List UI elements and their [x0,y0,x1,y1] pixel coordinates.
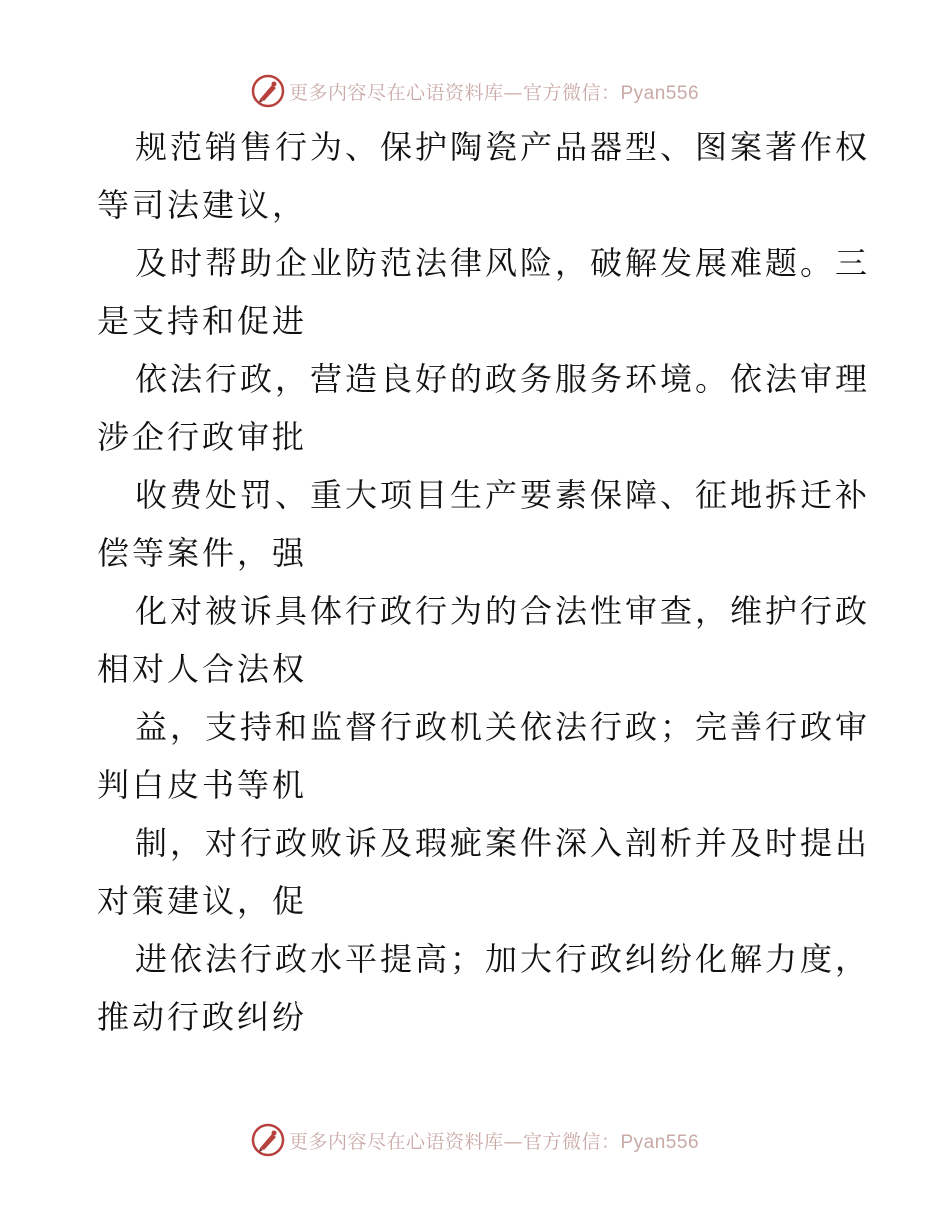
paragraph-line: 判白皮书等机 [97,766,308,804]
paragraph-line: 及时帮助企业防范法律风险，破解发展难题。三 [135,244,871,282]
paragraph-line: 收费处罚、重大项目生产要素保障、征地拆迁补 [135,476,871,514]
paragraph-line: 偿等案件，强 [97,534,308,572]
paragraph [97,930,871,1046]
paragraph [97,814,871,930]
paragraph-line: 制，对行政败诉及瑕疵案件深入剖析并及时提出 [135,824,871,862]
paragraph [97,466,871,582]
paragraph-line: 益，支持和监督行政机关依法行政；完善行政审 [135,708,871,746]
paragraph-line: 推动行政纠纷 [97,998,308,1036]
pen-logo-icon [251,1123,285,1157]
paragraph-line: 相对人合法权 [97,650,308,688]
paragraph-line: 依法行政，营造良好的政务服务环境。依法审理 [135,360,871,398]
paragraph-line: 等司法建议， [97,186,308,224]
document-body [97,118,871,1046]
paragraph-line: 进依法行政水平提高；加大行政纠纷化解力度， [135,940,871,978]
paragraph-line: 化对被诉具体行政行为的合法性审查，维护行政 [135,592,871,630]
paragraph [97,118,871,234]
paragraph-line: 是支持和促进 [97,302,308,340]
paragraph [97,698,871,814]
header-banner-text: 更多内容尽在心语资料库—官方微信： [288,81,621,104]
paragraph-line: 对策建议，促 [97,882,308,920]
footer-banner-id: Pyan556 [620,1131,700,1153]
paragraph [97,350,871,466]
footer-banner [0,1120,950,1160]
footer-banner-text: 更多内容尽在心语资料库—官方微信： [288,1130,621,1153]
paragraph-line: 规范销售行为、保护陶瓷产品器型、图案著作权 [135,128,871,166]
paragraph [97,234,871,350]
pen-logo-icon [251,74,285,108]
paragraph-line: 涉企行政审批 [97,418,308,456]
paragraph [97,582,871,698]
header-banner-id: Pyan556 [620,82,700,104]
header-banner [0,71,950,111]
